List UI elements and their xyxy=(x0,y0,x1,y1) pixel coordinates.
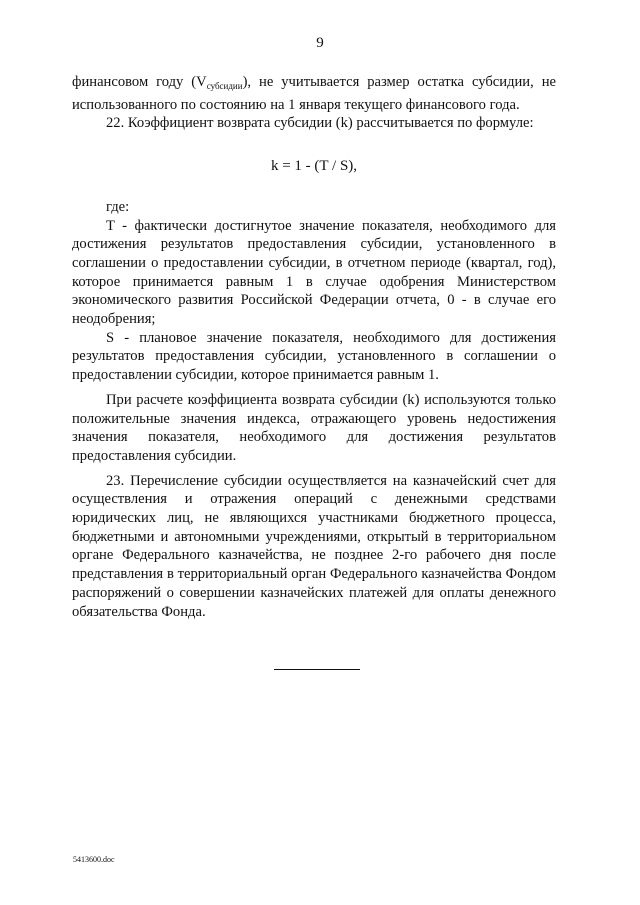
calculation-note: При расчете коэффициента возврата субсидии (k) используются только положительные значения индекса, отражающего уровень недостижения значения показателя, необходимого для достижения результатов предоставления субсидии. xyxy=(72,391,556,464)
paragraph-22: 22. Коэффициент возврата субсидии (k) рассчитывается по формуле: xyxy=(106,115,534,132)
text-segment: финансовом году (V xyxy=(72,74,207,90)
document-body xyxy=(72,73,556,621)
definition-s: S - плановое значение показателя, необходимого для достижения результатов предоставления субсидии, установленного в соглашении о предоставлении субсидии, которое принимается равным 1. xyxy=(72,329,556,384)
paragraph-23: 23. Перечисление субсидии осуществляется на казначейский счет для осуществления и отражения операций с денежными средствами юридических лиц, не являющихся участниками бюджетного процесса, бюджетными и автономными учреждениями, открытый в территориальном органе Федерального казначейства, не позднее 2-го рабочего дня после представления в территориальный орган Федерального казначейства Фондом распоряжений о совершении казначейских платежей для оплаты денежного обязательства Фонда. xyxy=(72,472,556,620)
page-number: 9 xyxy=(316,35,324,51)
text-segment: ), не учитывается размер остатка субсидии, не использованного по состоянию на 1 января текущего финансового года. xyxy=(72,74,556,113)
document-id: 5413600.doc xyxy=(73,855,115,864)
formula: k = 1 - (T / S), xyxy=(270,158,358,175)
where-label: где: xyxy=(106,198,130,215)
definition-t: T - фактически достигнутое значение показателя, необходимого для достижения результатов предоставления субсидии, установленного в соглашении о предоставлении субсидии, в отчетном периоде (квартал, год), которое принимается равным 1 в случае одобрения Министерством экономического развития Российской Федерации отчета, 0 - в случае его неодобрения; xyxy=(72,217,556,328)
paragraph-continuation xyxy=(72,73,556,114)
separator-line xyxy=(274,669,360,670)
subscript-text: субсидии xyxy=(206,81,243,91)
